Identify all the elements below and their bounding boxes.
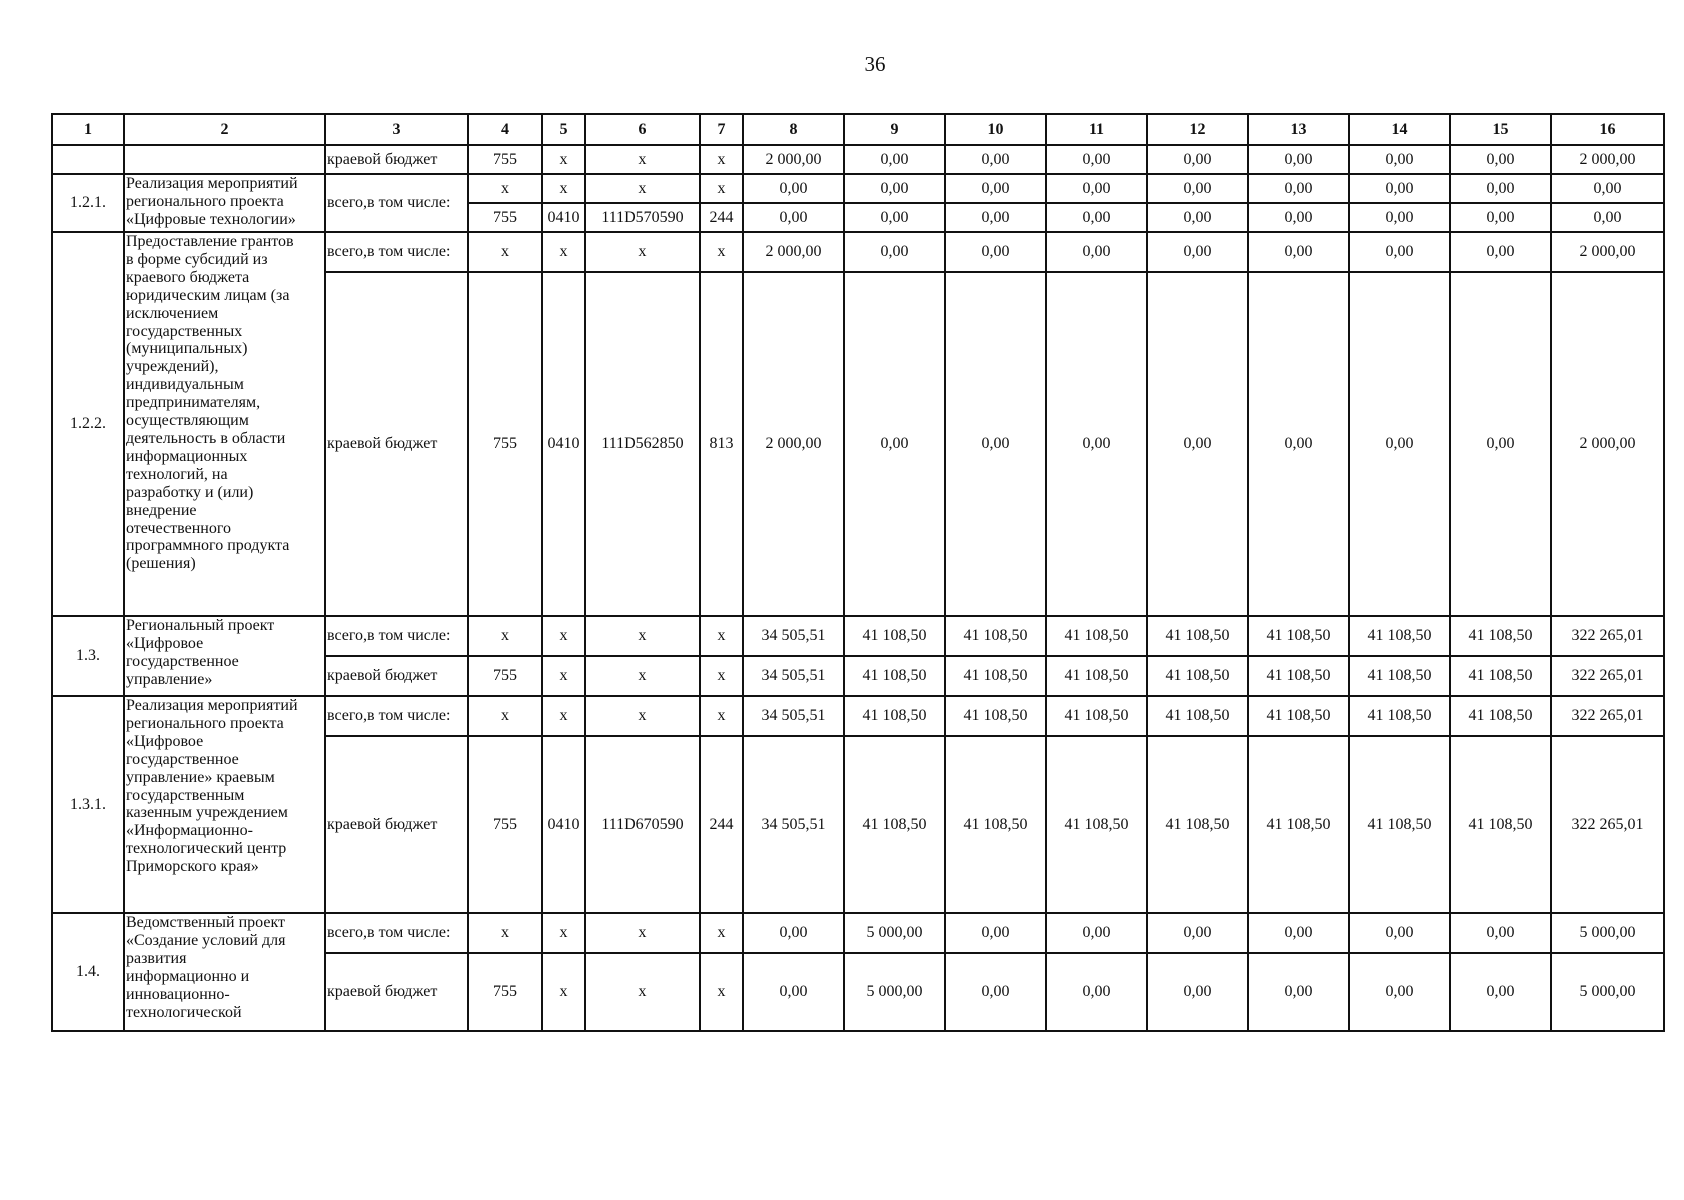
cell-target-code: 111D562850	[585, 272, 700, 616]
cell-target-code: х	[585, 656, 700, 696]
cell-amount: 34 505,51	[743, 736, 844, 913]
cell-expense-type: 244	[700, 203, 743, 232]
column-header: 8	[743, 114, 844, 145]
table-row	[52, 616, 1664, 656]
cell-expense-type: х	[700, 913, 743, 953]
cell-amount: 0,00	[1046, 913, 1147, 953]
cell-amount: 34 505,51	[743, 616, 844, 656]
cell-target-code: х	[585, 232, 700, 272]
cell-amount: 0,00	[1046, 232, 1147, 272]
cell-amount: 0,00	[945, 232, 1046, 272]
cell-amount: 5 000,00	[844, 953, 945, 1031]
cell-description: Реализация мероприятий регионального проекта «Цифровые технологии»	[124, 174, 325, 232]
cell-amount: 41 108,50	[1349, 736, 1450, 913]
cell-admin-code: 755	[468, 656, 542, 696]
cell-amount: 0,00	[945, 953, 1046, 1031]
cell-amount: 41 108,50	[1046, 656, 1147, 696]
cell-amount: 0,00	[1349, 953, 1450, 1031]
budget-table	[51, 113, 1665, 1032]
cell-expense-type: х	[700, 174, 743, 203]
column-header: 13	[1248, 114, 1349, 145]
cell-amount: 0,00	[1046, 272, 1147, 616]
cell-amount: 41 108,50	[1450, 696, 1551, 736]
cell-amount: 41 108,50	[844, 736, 945, 913]
cell-funding-source: краевой бюджет	[325, 953, 468, 1031]
cell-amount: 0,00	[1248, 145, 1349, 174]
column-number-row	[52, 114, 1664, 145]
cell-amount: 41 108,50	[844, 616, 945, 656]
page-number: 36	[864, 52, 886, 76]
cell-amount: 0,00	[1248, 174, 1349, 203]
cell-amount: 0,00	[945, 203, 1046, 232]
cell-funding-source: всего,в том числе:	[325, 696, 468, 736]
cell-expense-type: х	[700, 656, 743, 696]
cell-amount: 41 108,50	[1349, 656, 1450, 696]
cell-section-code: х	[542, 913, 585, 953]
cell-amount: 41 108,50	[945, 696, 1046, 736]
cell-amount: 41 108,50	[1147, 616, 1248, 656]
cell-funding-source: всего,в том числе:	[325, 174, 468, 232]
cell-amount: 0,00	[743, 913, 844, 953]
cell-amount: 34 505,51	[743, 696, 844, 736]
table-row	[52, 232, 1664, 272]
cell-amount: 0,00	[1147, 203, 1248, 232]
cell-target-code: х	[585, 174, 700, 203]
cell-total: 0,00	[1551, 174, 1664, 203]
cell-amount: 0,00	[1046, 203, 1147, 232]
column-header: 9	[844, 114, 945, 145]
cell-description: Реализация мероприятий регионального проекта «Цифровое государственное управление» краевым государственным казенным учреждением «Информационно- технологический центр Приморского края»	[124, 696, 325, 913]
cell-amount: 0,00	[1248, 232, 1349, 272]
cell-amount: 0,00	[1450, 174, 1551, 203]
cell-amount: 0,00	[1147, 953, 1248, 1031]
cell-admin-code: х	[468, 232, 542, 272]
cell-total: 2 000,00	[1551, 272, 1664, 616]
cell-target-code: х	[585, 145, 700, 174]
cell-amount: 0,00	[1450, 953, 1551, 1031]
cell-amount: 41 108,50	[945, 736, 1046, 913]
cell-section-code: х	[542, 145, 585, 174]
cell-section-code: 0410	[542, 272, 585, 616]
cell-section-code: х	[542, 953, 585, 1031]
cell-expense-type: х	[700, 696, 743, 736]
cell-expense-type: х	[700, 232, 743, 272]
cell-admin-code: х	[468, 174, 542, 203]
cell-amount: 0,00	[945, 145, 1046, 174]
cell-amount: 0,00	[1147, 174, 1248, 203]
cell-admin-code: х	[468, 616, 542, 656]
cell-amount: 41 108,50	[1147, 736, 1248, 913]
cell-total: 2 000,00	[1551, 232, 1664, 272]
cell-amount: 0,00	[1248, 203, 1349, 232]
column-header: 15	[1450, 114, 1551, 145]
cell-amount: 0,00	[1147, 272, 1248, 616]
cell-funding-source: всего,в том числе:	[325, 232, 468, 272]
cell-target-code: х	[585, 913, 700, 953]
cell-total: 2 000,00	[1551, 145, 1664, 174]
cell-expense-type: х	[700, 953, 743, 1031]
column-header: 4	[468, 114, 542, 145]
cell-total: 0,00	[1551, 203, 1664, 232]
cell-section-code: х	[542, 174, 585, 203]
cell-amount: 0,00	[1450, 913, 1551, 953]
column-header: 6	[585, 114, 700, 145]
cell-admin-code: х	[468, 696, 542, 736]
cell-total: 5 000,00	[1551, 953, 1664, 1031]
cell-funding-source: краевой бюджет	[325, 656, 468, 696]
cell-admin-code: 755	[468, 145, 542, 174]
cell-target-code: 111D670590	[585, 736, 700, 913]
cell-amount: 41 108,50	[1248, 656, 1349, 696]
column-header: 16	[1551, 114, 1664, 145]
cell-amount: 0,00	[844, 145, 945, 174]
cell-amount: 0,00	[1046, 953, 1147, 1031]
cell-amount: 0,00	[1147, 232, 1248, 272]
cell-amount: 41 108,50	[945, 656, 1046, 696]
cell-amount: 0,00	[1349, 203, 1450, 232]
cell-target-code: 111D570590	[585, 203, 700, 232]
cell-admin-code: 755	[468, 272, 542, 616]
cell-amount: 0,00	[1248, 953, 1349, 1031]
cell-amount: 41 108,50	[1349, 696, 1450, 736]
cell-amount: 0,00	[1147, 913, 1248, 953]
cell-expense-type: 813	[700, 272, 743, 616]
cell-amount: 0,00	[743, 174, 844, 203]
cell-admin-code: 755	[468, 203, 542, 232]
cell-amount: 0,00	[945, 174, 1046, 203]
cell-target-code: х	[585, 616, 700, 656]
column-header: 7	[700, 114, 743, 145]
cell-description: Региональный проект «Цифровое государственное управление»	[124, 616, 325, 696]
cell-amount: 41 108,50	[1248, 616, 1349, 656]
cell-amount: 41 108,50	[1147, 696, 1248, 736]
cell-section-code: х	[542, 232, 585, 272]
cell-target-code: х	[585, 696, 700, 736]
cell-amount: 0,00	[1046, 145, 1147, 174]
cell-total: 322 265,01	[1551, 656, 1664, 696]
cell-amount: 0,00	[1450, 203, 1551, 232]
cell-number	[52, 145, 124, 174]
cell-description: Предоставление грантов в форме субсидий из краевого бюджета юридическим лицам (за исключением государственных (муниципальных) учреждений), индивидуальным предпринимателям, осуществляющим деятельность в области информационных технологий, на разработку и (или) внедрение отечественного программного продукта (решения)	[124, 232, 325, 616]
cell-funding-source: всего,в том числе:	[325, 616, 468, 656]
cell-amount: 41 108,50	[844, 696, 945, 736]
cell-amount: 0,00	[1248, 272, 1349, 616]
cell-amount: 0,00	[844, 272, 945, 616]
cell-amount: 2 000,00	[743, 272, 844, 616]
cell-number: 1.3.1.	[52, 696, 124, 913]
column-header: 1	[52, 114, 124, 145]
cell-amount: 0,00	[1450, 272, 1551, 616]
cell-total: 322 265,01	[1551, 616, 1664, 656]
cell-admin-code: 755	[468, 736, 542, 913]
cell-amount: 41 108,50	[1450, 736, 1551, 913]
cell-amount: 0,00	[844, 232, 945, 272]
cell-number: 1.2.2.	[52, 232, 124, 616]
column-header: 10	[945, 114, 1046, 145]
cell-number: 1.2.1.	[52, 174, 124, 232]
cell-total: 322 265,01	[1551, 736, 1664, 913]
cell-amount: 0,00	[844, 203, 945, 232]
cell-expense-type: х	[700, 616, 743, 656]
cell-admin-code: х	[468, 913, 542, 953]
cell-amount: 34 505,51	[743, 656, 844, 696]
cell-admin-code: 755	[468, 953, 542, 1031]
cell-amount: 41 108,50	[1046, 736, 1147, 913]
cell-funding-source: краевой бюджет	[325, 272, 468, 616]
column-header: 2	[124, 114, 325, 145]
cell-amount: 41 108,50	[945, 616, 1046, 656]
table-row	[52, 913, 1664, 953]
column-header: 14	[1349, 114, 1450, 145]
cell-amount: 5 000,00	[844, 913, 945, 953]
column-header: 12	[1147, 114, 1248, 145]
cell-funding-source: краевой бюджет	[325, 736, 468, 913]
cell-amount: 41 108,50	[844, 656, 945, 696]
cell-section-code: х	[542, 696, 585, 736]
cell-amount: 0,00	[844, 174, 945, 203]
cell-amount: 0,00	[945, 272, 1046, 616]
cell-total: 5 000,00	[1551, 913, 1664, 953]
cell-amount: 41 108,50	[1349, 616, 1450, 656]
cell-amount: 41 108,50	[1046, 616, 1147, 656]
cell-amount: 0,00	[1349, 913, 1450, 953]
cell-amount: 0,00	[743, 953, 844, 1031]
cell-expense-type: х	[700, 145, 743, 174]
cell-amount: 41 108,50	[1248, 696, 1349, 736]
cell-amount: 41 108,50	[1450, 656, 1551, 696]
cell-amount: 41 108,50	[1046, 696, 1147, 736]
cell-description: Ведомственный проект «Создание условий для развития информационно и инновационно- технологической	[124, 913, 325, 1031]
cell-amount: 41 108,50	[1147, 656, 1248, 696]
cell-amount: 0,00	[1450, 232, 1551, 272]
cell-amount: 0,00	[1046, 174, 1147, 203]
cell-expense-type: 244	[700, 736, 743, 913]
table-body	[52, 114, 1664, 1031]
cell-amount: 0,00	[1349, 174, 1450, 203]
cell-total: 322 265,01	[1551, 696, 1664, 736]
cell-section-code: 0410	[542, 203, 585, 232]
table-row	[52, 145, 1664, 174]
cell-number: 1.4.	[52, 913, 124, 1031]
cell-amount: 0,00	[1147, 145, 1248, 174]
cell-section-code: х	[542, 656, 585, 696]
cell-description	[124, 145, 325, 174]
cell-target-code: х	[585, 953, 700, 1031]
cell-section-code: 0410	[542, 736, 585, 913]
cell-amount: 0,00	[1349, 145, 1450, 174]
cell-amount: 0,00	[743, 203, 844, 232]
cell-amount: 0,00	[1450, 145, 1551, 174]
column-header: 3	[325, 114, 468, 145]
cell-amount: 0,00	[1248, 913, 1349, 953]
cell-amount: 2 000,00	[743, 145, 844, 174]
cell-amount: 2 000,00	[743, 232, 844, 272]
cell-funding-source: всего,в том числе:	[325, 913, 468, 953]
cell-section-code: х	[542, 616, 585, 656]
column-header: 11	[1046, 114, 1147, 145]
cell-number: 1.3.	[52, 616, 124, 696]
cell-amount: 0,00	[1349, 232, 1450, 272]
cell-funding-source: краевой бюджет	[325, 145, 468, 174]
cell-amount: 41 108,50	[1450, 616, 1551, 656]
table-row	[52, 174, 1664, 203]
column-header: 5	[542, 114, 585, 145]
cell-amount: 0,00	[1349, 272, 1450, 616]
table-row	[52, 696, 1664, 736]
cell-amount: 41 108,50	[1248, 736, 1349, 913]
cell-amount: 0,00	[945, 913, 1046, 953]
